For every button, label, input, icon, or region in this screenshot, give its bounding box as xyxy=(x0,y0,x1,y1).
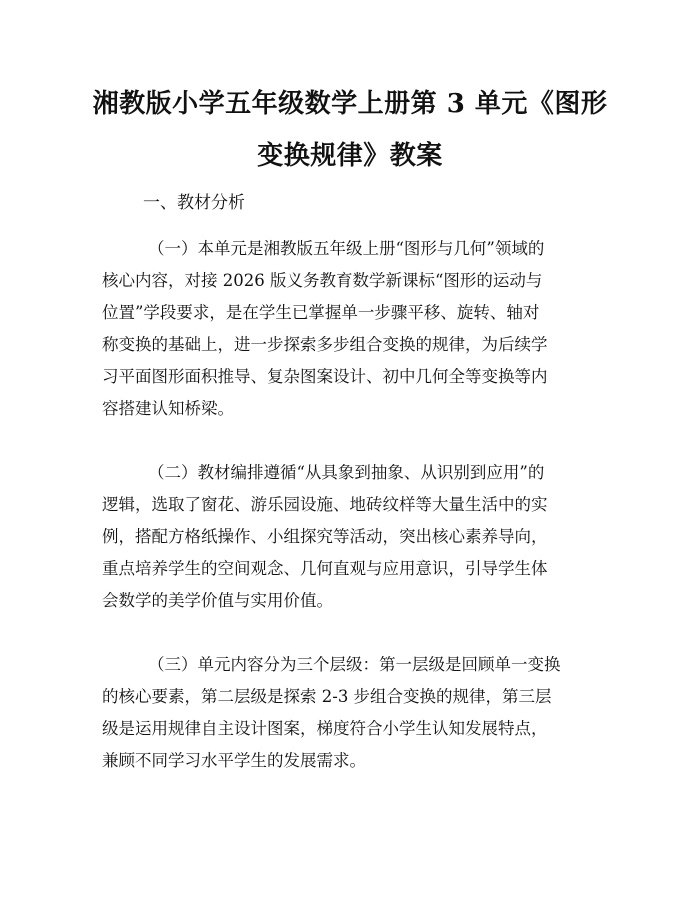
paragraph-3 xyxy=(102,649,602,777)
paragraph-line: 容搭建认知桥梁。 xyxy=(102,399,234,418)
paragraph-line: 的核心要素，第二层级是探索 2-3 步组合变换的规律，第三层 xyxy=(102,687,552,706)
document-title xyxy=(90,78,610,182)
section-heading-textbook-analysis: 一、教材分析 xyxy=(143,193,245,213)
paragraph-line: 级是运用规律自主设计图案，梯度符合小学生认知发展特点， xyxy=(102,719,548,738)
paragraph-line: 习平面图形面积推导、复杂图案设计、初中几何全等变换等内 xyxy=(102,367,548,386)
paragraph-line: 逻辑，选取了窗花、游乐园设施、地砖纹样等大量生活中的实 xyxy=(102,495,548,514)
paragraph-line: 例，搭配方格纸操作、小组探究等活动，突出核心素养导向， xyxy=(102,527,548,546)
paragraph-line: 核心内容，对接 2026 版义务教育数学新课标“图形的运动与 xyxy=(102,271,543,290)
paragraph-line: 重点培养学生的空间观念、几何直观与应用意识，引导学生体 xyxy=(102,559,548,578)
paragraph-line: 会数学的美学价值与实用价值。 xyxy=(102,591,333,610)
paragraph-2 xyxy=(102,457,602,617)
paragraph-line: （一）本单元是湘教版五年级上册“图形与几何”领域的 xyxy=(148,239,545,258)
title-line-1: 湘教版小学五年级数学上册第 3 单元《图形 xyxy=(92,89,608,119)
paragraph-line: 兼顾不同学习水平学生的发展需求。 xyxy=(102,751,366,770)
paragraph-line: 位置”学段要求，是在学生已掌握单一步骤平移、旋转、轴对 xyxy=(102,303,540,322)
paragraph-line: （三）单元内容分为三个层级：第一层级是回顾单一变换 xyxy=(148,655,561,674)
paragraph-1 xyxy=(102,233,602,425)
paragraph-line: （二）教材编排遵循“从具象到抽象、从识别到应用”的 xyxy=(148,463,545,482)
paragraph-line: 称变换的基础上，进一步探索多步组合变换的规律，为后续学 xyxy=(102,335,548,354)
title-line-2: 变换规律》教案 xyxy=(257,141,443,171)
